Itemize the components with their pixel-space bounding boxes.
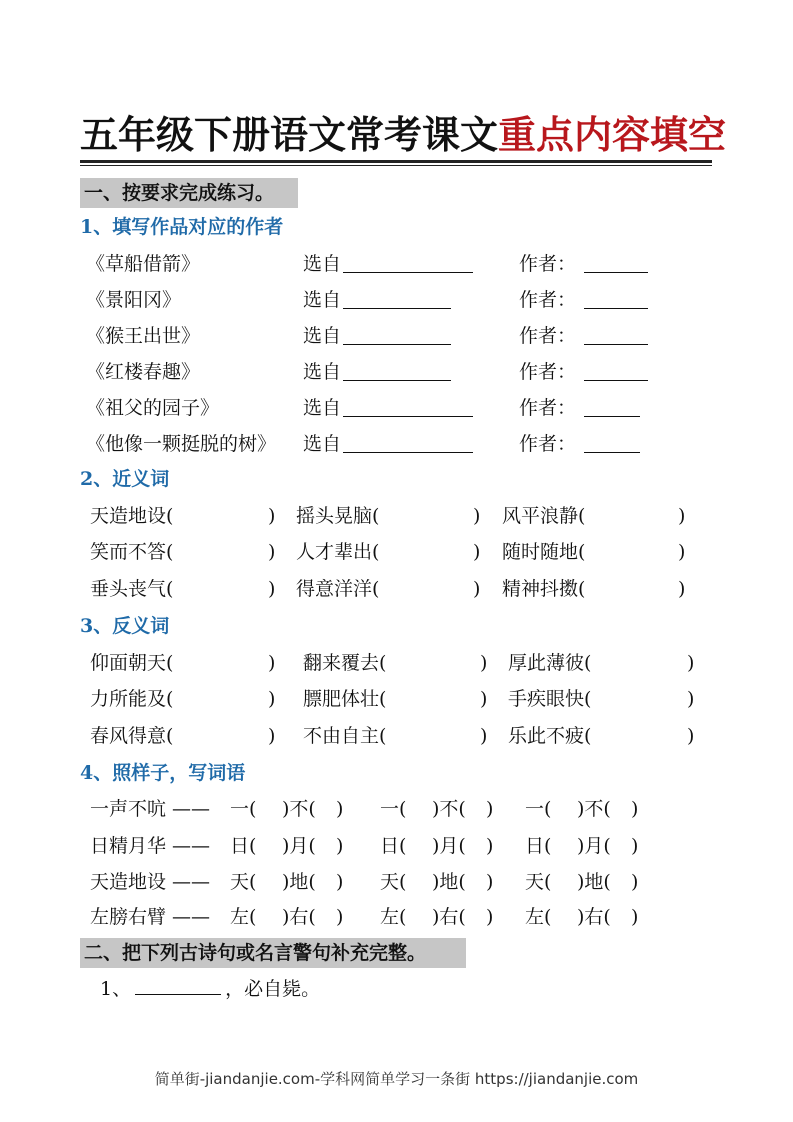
pattern-close: ) <box>631 798 639 820</box>
pattern-slot[interactable] <box>472 904 486 930</box>
word-item: 厚此薄彼( <box>508 652 592 674</box>
title-red-part: 重点内容填空 <box>498 112 727 157</box>
pattern-slot[interactable] <box>472 869 486 895</box>
word-item: 得意洋洋( <box>296 578 380 600</box>
pattern-slot[interactable] <box>555 904 577 930</box>
word-item: 翻来覆去( <box>303 652 387 674</box>
pattern-slot[interactable] <box>472 796 486 822</box>
pattern-char-a: 左( <box>380 906 407 928</box>
pattern-close: ) <box>336 798 344 820</box>
close-paren: ) <box>678 578 686 600</box>
pattern-char-a: 天( <box>230 871 257 893</box>
close-paren: ) <box>687 688 695 710</box>
pattern-char-b: )地( <box>432 871 466 893</box>
pattern-char-a: 一( <box>525 798 552 820</box>
work-title: 《他像一颗挺脱的树》 <box>86 433 277 455</box>
word-item: 摇头晃脑( <box>296 505 380 527</box>
word-item: 膘肥体壮( <box>303 688 387 710</box>
example-word: 左膀右臂 —— <box>90 906 211 928</box>
pattern-close: ) <box>486 835 494 857</box>
source-blank[interactable] <box>343 434 473 453</box>
answer-slot[interactable] <box>396 503 473 529</box>
pattern-char-b: )月( <box>432 835 466 857</box>
pattern-char-a: 日( <box>380 835 407 857</box>
pattern-slot[interactable] <box>555 833 577 859</box>
answer-slot[interactable] <box>403 723 480 749</box>
pattern-slot[interactable] <box>555 796 577 822</box>
example-word: 天造地设 —— <box>90 871 211 893</box>
close-paren: ) <box>473 505 481 527</box>
pattern-slot[interactable] <box>260 796 282 822</box>
source-blank[interactable] <box>343 290 451 309</box>
pattern-char-b: )月( <box>282 835 316 857</box>
answer-slot[interactable] <box>403 686 480 712</box>
select-from-label: 选自 <box>303 433 342 455</box>
pattern-close: ) <box>336 835 344 857</box>
close-paren: ) <box>268 578 276 600</box>
word-item: 精神抖擞( <box>502 578 586 600</box>
footer-watermark: 简单街-jiandanjie.com-学科网简单学习一条街 https://jiandanjie.com <box>154 1070 639 1088</box>
pattern-close: ) <box>336 871 344 893</box>
pattern-slot[interactable] <box>322 869 336 895</box>
pattern-close: ) <box>631 835 639 857</box>
work-title: 《草船借箭》 <box>86 253 201 275</box>
page-title <box>80 110 727 160</box>
pattern-char-b: )右( <box>432 906 466 928</box>
author-label: 作者： <box>519 433 577 455</box>
poem-item-1-blank[interactable] <box>135 976 221 995</box>
word-item: 不由自主( <box>303 725 387 747</box>
author-label: 作者： <box>519 253 577 275</box>
part-2-heading: 2、近义词 <box>80 468 170 490</box>
pattern-slot[interactable] <box>260 833 282 859</box>
pattern-char-a: 一( <box>380 798 407 820</box>
close-paren: ) <box>268 652 276 674</box>
author-label: 作者： <box>519 325 577 347</box>
author-blank[interactable] <box>584 434 640 453</box>
pattern-slot[interactable] <box>555 869 577 895</box>
pattern-slot[interactable] <box>410 869 432 895</box>
work-title: 《景阳冈》 <box>86 289 182 311</box>
pattern-char-b: )月( <box>577 835 611 857</box>
select-from-label: 选自 <box>303 289 342 311</box>
close-paren: ) <box>268 688 276 710</box>
pattern-close: ) <box>486 871 494 893</box>
close-paren: ) <box>268 725 276 747</box>
word-item: 垂头丧气( <box>90 578 174 600</box>
select-from-label: 选自 <box>303 253 342 275</box>
pattern-char-a: 天( <box>380 871 407 893</box>
close-paren: ) <box>687 652 695 674</box>
author-blank[interactable] <box>584 326 648 345</box>
pattern-slot[interactable] <box>617 904 631 930</box>
answer-slot[interactable] <box>190 723 268 749</box>
work-title: 《猴王出世》 <box>86 325 201 347</box>
close-paren: ) <box>480 725 488 747</box>
select-from-label: 选自 <box>303 325 342 347</box>
pattern-close: ) <box>486 798 494 820</box>
word-item: 春风得意( <box>90 725 174 747</box>
pattern-slot[interactable] <box>322 904 336 930</box>
pattern-close: ) <box>486 906 494 928</box>
answer-slot[interactable] <box>602 503 678 529</box>
close-paren: ) <box>473 578 481 600</box>
pattern-char-a: 天( <box>525 871 552 893</box>
title-underline <box>80 160 712 163</box>
answer-slot[interactable] <box>190 576 268 602</box>
word-item: 人才辈出( <box>296 541 380 563</box>
pattern-char-b: )地( <box>577 871 611 893</box>
pattern-slot[interactable] <box>472 833 486 859</box>
answer-slot[interactable] <box>608 686 687 712</box>
pattern-char-b: )不( <box>577 798 611 820</box>
pattern-slot[interactable] <box>617 833 631 859</box>
select-from-label: 选自 <box>303 397 342 419</box>
example-word: 日精月华 —— <box>90 835 211 857</box>
word-item: 随时随地( <box>502 541 586 563</box>
answer-slot[interactable] <box>608 650 687 676</box>
work-title: 《红楼春趣》 <box>86 361 201 383</box>
pattern-char-a: 日( <box>525 835 552 857</box>
pattern-slot[interactable] <box>410 796 432 822</box>
pattern-char-a: 左( <box>230 906 257 928</box>
answer-slot[interactable] <box>190 539 268 565</box>
pattern-slot[interactable] <box>617 869 631 895</box>
source-blank[interactable] <box>343 326 451 345</box>
close-paren: ) <box>480 688 488 710</box>
answer-slot[interactable] <box>190 686 268 712</box>
word-item: 手疾眼快( <box>508 688 592 710</box>
title-underline-thin <box>80 165 712 166</box>
pattern-close: ) <box>336 906 344 928</box>
pattern-slot[interactable] <box>617 796 631 822</box>
answer-slot[interactable] <box>403 650 480 676</box>
word-item: 风平浪静( <box>502 505 586 527</box>
pattern-char-b: )不( <box>432 798 466 820</box>
close-paren: ) <box>473 541 481 563</box>
poem-item-1 <box>100 976 320 1002</box>
source-blank[interactable] <box>343 362 451 381</box>
source-blank[interactable] <box>343 254 473 273</box>
poem-item-1-tail: ，必自毙。 <box>225 978 321 1000</box>
close-paren: ) <box>687 725 695 747</box>
word-item: 力所能及( <box>90 688 174 710</box>
part-3-heading: 3、反义词 <box>80 615 170 637</box>
word-item: 笑而不答( <box>90 541 174 563</box>
example-word: 一声不吭 —— <box>90 798 211 820</box>
pattern-close: ) <box>631 906 639 928</box>
answer-slot[interactable] <box>396 539 473 565</box>
author-blank[interactable] <box>584 362 648 381</box>
author-label: 作者： <box>519 289 577 311</box>
answer-slot[interactable] <box>190 650 268 676</box>
pattern-char-b: )右( <box>577 906 611 928</box>
part-1-heading: 1、填写作品对应的作者 <box>80 216 284 238</box>
pattern-slot[interactable] <box>410 833 432 859</box>
word-item: 乐此不疲( <box>508 725 592 747</box>
author-blank[interactable] <box>584 290 648 309</box>
part-4-heading: 4、照样子，写词语 <box>80 762 246 784</box>
author-label: 作者： <box>519 361 577 383</box>
answer-slot[interactable] <box>396 576 473 602</box>
pattern-char-b: )不( <box>282 798 316 820</box>
pattern-slot[interactable] <box>260 869 282 895</box>
close-paren: ) <box>678 505 686 527</box>
word-item: 仰面朝天( <box>90 652 174 674</box>
answer-slot[interactable] <box>608 723 687 749</box>
pattern-slot[interactable] <box>322 833 336 859</box>
section-2-header: 二、把下列古诗句或名言警句补充完整。 <box>80 938 466 968</box>
pattern-close: ) <box>631 871 639 893</box>
poem-item-1-number: 1、 <box>100 978 132 1000</box>
pattern-char-a: 日( <box>230 835 257 857</box>
pattern-slot[interactable] <box>322 796 336 822</box>
author-blank[interactable] <box>584 398 640 417</box>
author-label: 作者： <box>519 397 577 419</box>
close-paren: ) <box>268 541 276 563</box>
answer-slot[interactable] <box>190 503 268 529</box>
pattern-char-a: 左( <box>525 906 552 928</box>
select-from-label: 选自 <box>303 361 342 383</box>
pattern-char-b: )右( <box>282 906 316 928</box>
answer-slot[interactable] <box>602 576 678 602</box>
close-paren: ) <box>268 505 276 527</box>
word-item: 天造地设( <box>90 505 174 527</box>
title-black-part: 五年级下册语文常考课文 <box>80 112 499 157</box>
answer-slot[interactable] <box>602 539 678 565</box>
pattern-char-a: 一( <box>230 798 257 820</box>
close-paren: ) <box>480 652 488 674</box>
pattern-char-b: )地( <box>282 871 316 893</box>
pattern-slot[interactable] <box>260 904 282 930</box>
author-blank[interactable] <box>584 254 648 273</box>
pattern-slot[interactable] <box>410 904 432 930</box>
close-paren: ) <box>678 541 686 563</box>
section-1-header: 一、按要求完成练习。 <box>80 178 298 208</box>
work-title: 《祖父的园子》 <box>86 397 220 419</box>
source-blank[interactable] <box>343 398 473 417</box>
